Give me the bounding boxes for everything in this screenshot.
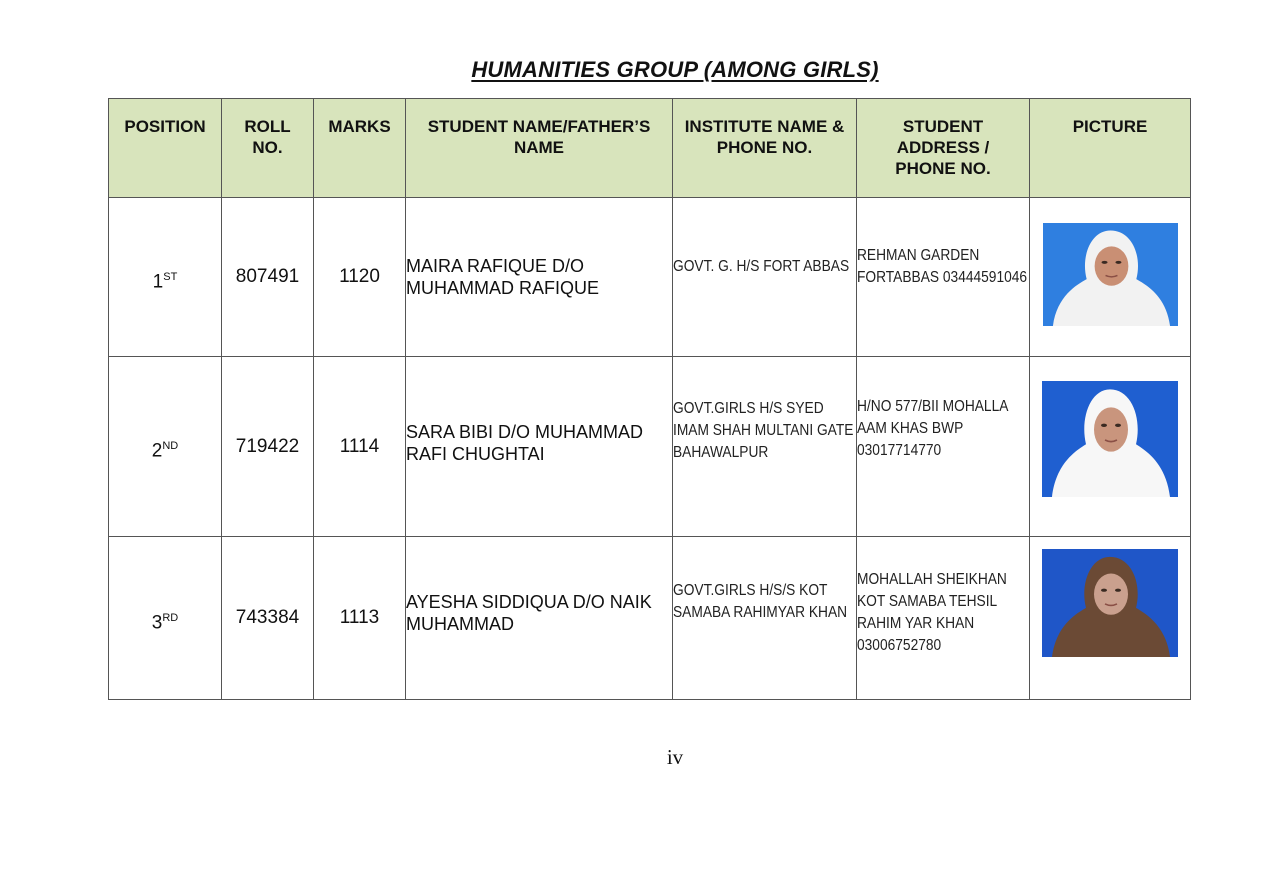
student-name: MAIRA RAFIQUE D/O MUHAMMAD RAFIQUE xyxy=(406,198,673,357)
results-table xyxy=(108,98,1191,700)
institute-text: GOVT.GIRLS H/S/S KOT SAMABA RAHIMYAR KHAN xyxy=(673,582,848,621)
position-number: 2 xyxy=(151,440,163,462)
picture-cell xyxy=(1030,537,1191,700)
student-name: AYESHA SIDDIQUA D/O NAIK MUHAMMAD xyxy=(406,537,673,700)
header-row xyxy=(109,99,1191,198)
roll-number: 719422 xyxy=(222,357,314,537)
header-address: STUDENT ADDRESS / PHONE NO. xyxy=(857,99,1030,198)
header-student-name: STUDENT NAME/FATHER’S NAME xyxy=(406,99,673,198)
institute-text: GOVT. G. H/S FORT ABBAS xyxy=(673,258,850,275)
marks: 1120 xyxy=(314,198,406,357)
header-institute: INSTITUTE NAME & PHONE NO. xyxy=(673,99,857,198)
table-row xyxy=(109,198,1191,357)
position-number: 1 xyxy=(152,271,164,293)
student-name: SARA BIBI D/O MUHAMMAD RAFI CHUGHTAI xyxy=(406,357,673,537)
header-picture: PICTURE xyxy=(1030,99,1191,198)
position-suffix: RD xyxy=(162,611,179,624)
student-photo xyxy=(1042,381,1178,497)
student-address xyxy=(857,357,1030,537)
student-address xyxy=(857,537,1030,700)
marks: 1114 xyxy=(314,357,406,537)
header-position: POSITION xyxy=(109,99,222,198)
institute-name xyxy=(673,357,857,537)
address-text: MOHALLAH SHEIKHAN KOT SAMABA TEHSIL RAHIM YAR KHAN 03006752780 xyxy=(857,571,1007,654)
picture-cell xyxy=(1030,357,1191,537)
roll-number: 807491 xyxy=(222,198,314,357)
institute-text: GOVT.GIRLS H/S SYED IMAM SHAH MULTANI GATE BAHAWALPUR xyxy=(673,399,854,461)
table-row xyxy=(109,357,1191,537)
position-suffix: ST xyxy=(163,270,178,283)
table-row xyxy=(109,537,1191,700)
address-text: REHMAN GARDEN FORTABBAS 03444591046 xyxy=(857,247,1028,286)
student-address xyxy=(857,198,1030,357)
institute-name xyxy=(673,537,857,700)
position-suffix: ND xyxy=(162,440,179,453)
student-photo xyxy=(1043,223,1178,326)
page-title: HUMANITIES GROUP (AMONG GIRLS) xyxy=(471,57,879,82)
student-photo xyxy=(1042,549,1178,657)
header-marks: MARKS xyxy=(314,99,406,198)
institute-name xyxy=(673,198,857,357)
position-cell xyxy=(109,357,222,537)
header-roll-no: ROLL NO. xyxy=(222,99,314,198)
position-cell xyxy=(109,537,222,700)
marks: 1113 xyxy=(314,537,406,700)
position-cell xyxy=(109,198,222,357)
roll-number: 743384 xyxy=(222,537,314,700)
position-number: 3 xyxy=(151,612,163,634)
picture-cell xyxy=(1030,198,1191,357)
page-number: iv xyxy=(666,745,684,769)
address-text: H/NO 577/BII MOHALLA AAM KHAS BWP 03017714770 xyxy=(857,397,1008,459)
